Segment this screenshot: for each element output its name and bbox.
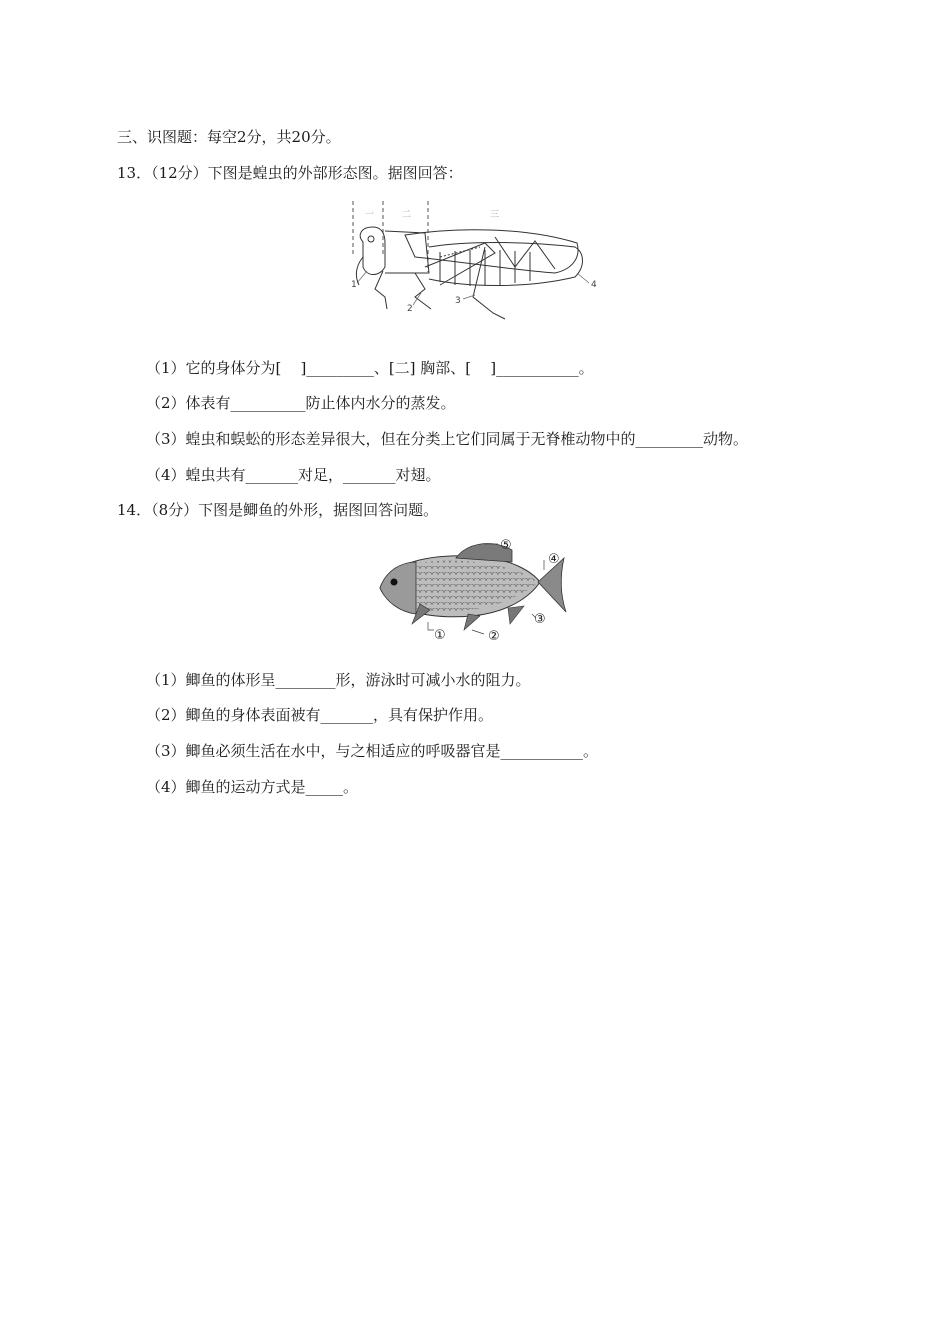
question-14-item-4: （4）鲫鱼的运动方式是_____。 [146, 778, 359, 796]
grasshopper-region-label-1: 一 [365, 210, 375, 220]
fish-part-label-5: ⑤ [500, 538, 512, 553]
grasshopper-part-label-1: 1 [351, 280, 357, 290]
question-13-item-4: （4）蝗虫共有_______对足，_______对翅。 [146, 466, 441, 484]
grasshopper-part-label-4: 4 [591, 280, 597, 290]
fish-part-label-2: ② [488, 629, 500, 644]
question-14-item-1: （1）鲫鱼的体形呈________形，游泳时可减小水的阻力。 [146, 671, 531, 689]
fish-part-label-4: ④ [548, 552, 560, 567]
question-14-item-2: （2）鲫鱼的身体表面被有_______，具有保护作用。 [146, 706, 494, 724]
question-13-stem: 13．（12分）下图是蝗虫的外部形态图。据图回答： [117, 164, 463, 182]
grasshopper-region-label-2: 二 [402, 210, 412, 220]
question-14-stem: 14．（8分）下图是鲫鱼的外形，据图回答问题。 [117, 501, 439, 519]
fish-part-label-3: ③ [534, 612, 546, 627]
fish-part-label-1: ① [434, 628, 446, 643]
grasshopper-figure [345, 197, 605, 337]
question-13-item-3: （3）蝗虫和蜈蚣的形态差异很大，但在分类上它们同属于无脊椎动物中的_________动物。 [146, 430, 749, 448]
question-13-item-2: （2）体表有__________防止体内水分的蒸发。 [146, 394, 456, 412]
grasshopper-part-label-3: 3 [455, 296, 461, 306]
grasshopper-region-label-3: 三 [490, 210, 500, 220]
fish-figure [372, 530, 572, 650]
question-13-item-1: （1）它的身体分为[ ]_________、[二] 胸部、[ ]___________。 [146, 359, 594, 377]
question-14-item-3: （3）鲫鱼必须生活在水中，与之相适应的呼吸器官是___________。 [146, 742, 599, 760]
grasshopper-part-label-2: 2 [407, 304, 413, 314]
section-heading: 三、识图题：每空2分，共20分。 [117, 128, 341, 146]
